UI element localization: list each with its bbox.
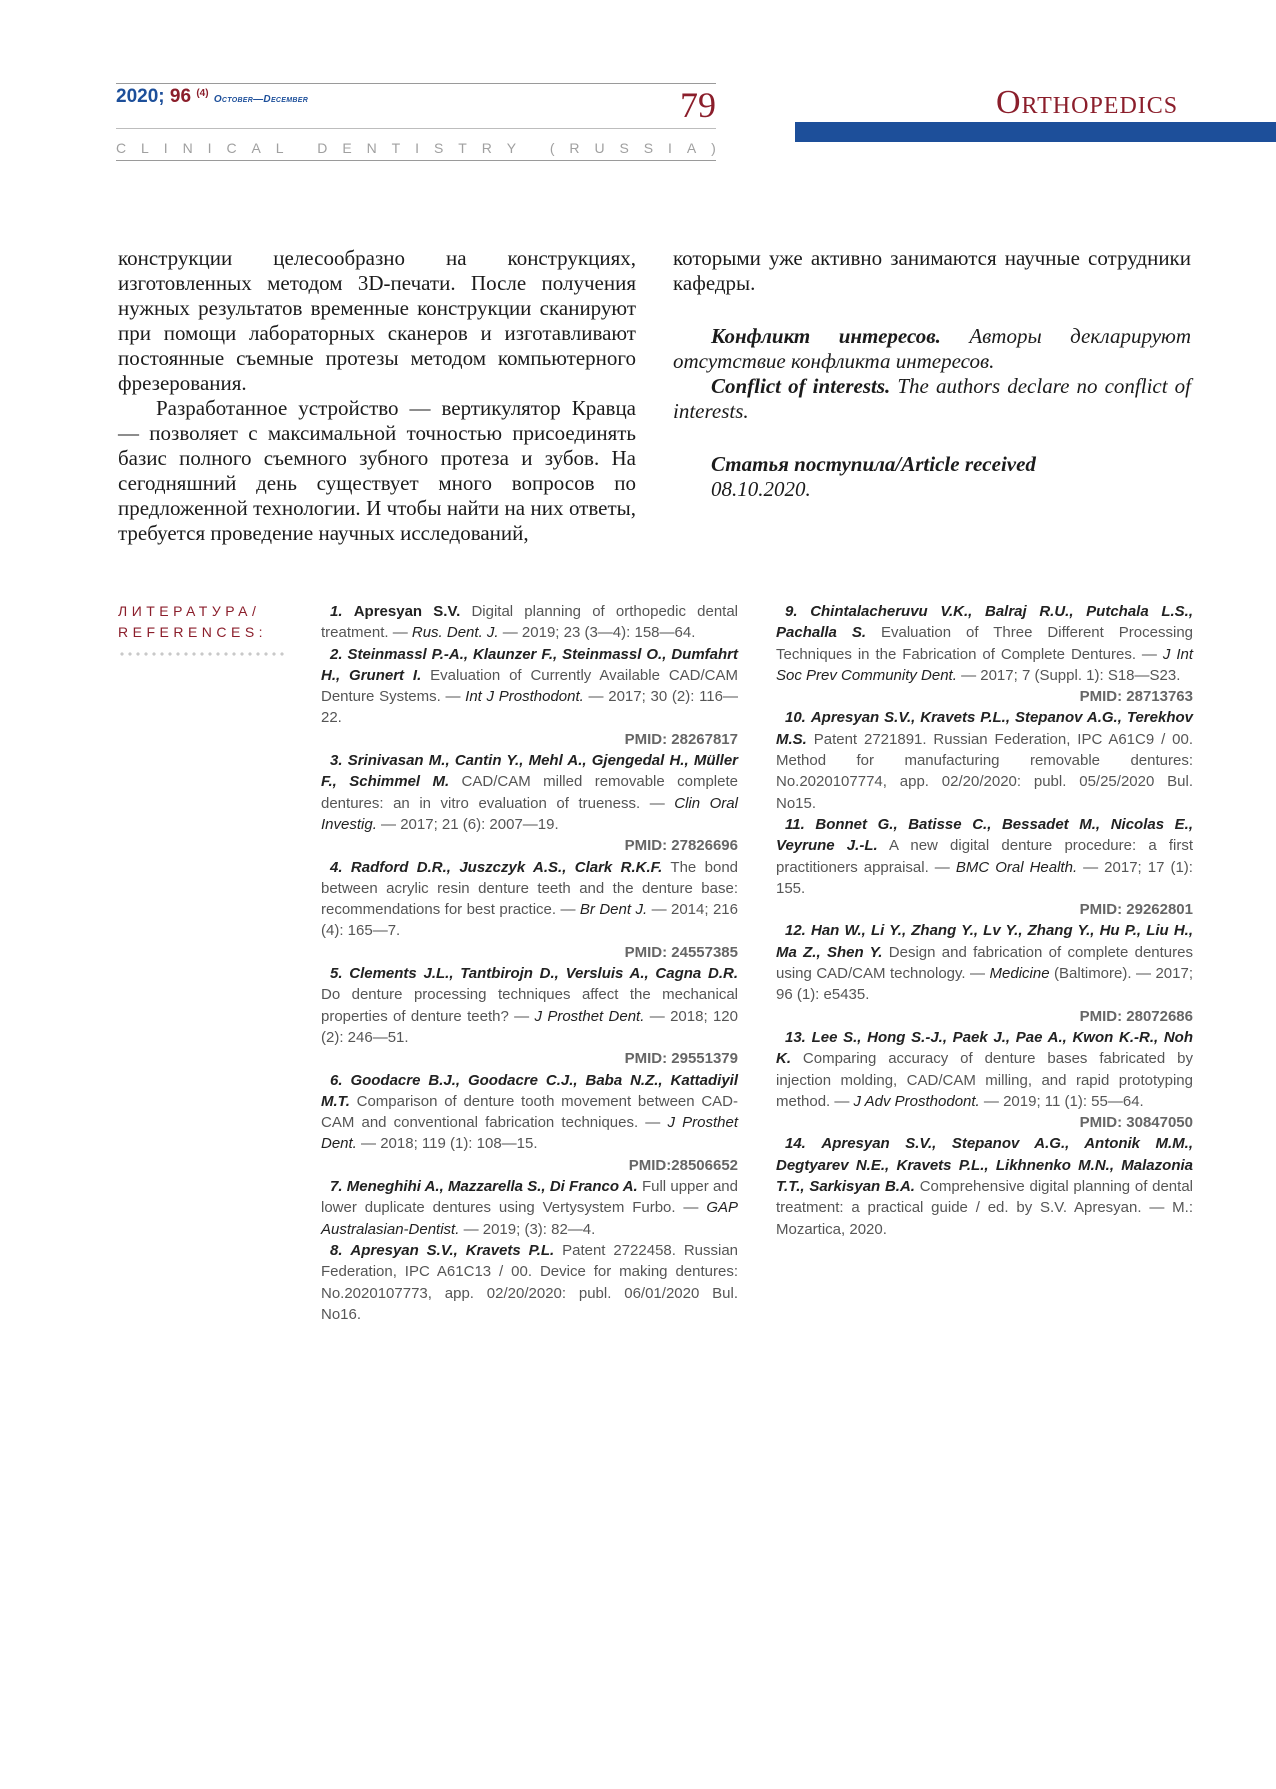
reference-item: [321, 644, 738, 750]
journal-letter: R: [481, 140, 492, 156]
reference-item: [776, 1027, 1193, 1133]
reference-tail: — 2019; 23 (3—4): 158—64.: [498, 624, 696, 642]
reference-number: 13.: [785, 1028, 806, 1046]
issue-months: October—December: [213, 94, 309, 105]
journal-letter: T: [391, 140, 401, 156]
references-label-ru: ЛИТЕРАТУРА/: [118, 603, 261, 619]
reference-text: Comparing accuracy of denture bases fabricated by injection molding, CAD/CAM milling, and rapid prototyping method. —: [776, 1050, 1193, 1110]
reference-text: CAD/CAM milled removable complete dentures: an in vitro evaluation of trueness. —: [321, 773, 738, 812]
journal-letter: N: [182, 140, 193, 156]
reference-journal: GAP Australasian-Dentist.: [321, 1199, 738, 1238]
journal-letter: S: [643, 140, 654, 156]
reference-text: A new digital denture procedure: a first practitioners appraisal. —: [776, 837, 1194, 876]
conflict-ru: [673, 324, 1191, 374]
reference-text: Evaluation of Three Different Processing Techniques in the Fabrication of Complete Dentures. —: [776, 624, 1193, 663]
reference-tail: — 2018; 119 (1): 108—15.: [356, 1135, 538, 1153]
spacer: [673, 296, 1191, 324]
references-label: [118, 601, 267, 643]
reference-authors: Apresyan S.V., Kravets P.L.: [350, 1241, 555, 1259]
received-label-line: [673, 452, 1191, 477]
journal-letter: S: [433, 140, 444, 156]
reference-number: 2.: [330, 645, 343, 663]
body-paragraph: которыми уже активно занимаются научные сотрудники кафедры.: [673, 246, 1191, 295]
reference-number: 8.: [330, 1241, 343, 1259]
reference-text: Patent 2721891. Russian Federation, IPC A61C9 / 00. Method for manufacturing removable dentures: No.2020107774, app. 02/20/2020: publ. 05/25/2020 Bul. No15.: [776, 730, 1193, 812]
reference-tail: — 2017; 30 (2): 116—22.: [321, 688, 738, 727]
section-title: Orthopedics: [996, 84, 1179, 121]
reference-authors: Steinmassl P.-A., Klaunzer F., Steinmassl O., Dumfahrt H., Grunert I.: [321, 645, 738, 684]
section-color-bar: [795, 122, 1276, 142]
reference-journal: J Adv Prosthodont.: [853, 1092, 980, 1110]
journal-letter: ): [711, 140, 716, 156]
references-column-right: [776, 601, 1193, 1240]
reference-number: 5.: [330, 965, 343, 983]
conflict-ru-text: Авторы декларируют отсутствие конфликта интересов.: [673, 324, 1191, 373]
journal-name: [116, 140, 716, 156]
reference-authors: Goodacre B.J., Goodacre C.J., Baba N.Z., Kattadiyil M.T.: [321, 1071, 739, 1110]
reference-pmid: PMID: 28267817: [624, 730, 738, 748]
reference-authors: Chintalacheruvu V.K., Balraj R.U., Putchala L.S., Pachalla S.: [776, 603, 1194, 642]
journal-letter: N: [366, 140, 377, 156]
references-column-left: [321, 601, 738, 1325]
reference-number: 10.: [785, 709, 806, 727]
reference-tail: — 2017; 7 (Suppl. 1): S18—S23.: [956, 666, 1181, 684]
reference-item: [776, 1133, 1193, 1239]
references-label-en: REFERENCES:: [118, 624, 268, 640]
reference-tail: — 2019; 11 (1): 55—64.: [979, 1092, 1144, 1110]
reference-journal: J Prosthet Dent.: [534, 1007, 645, 1025]
reference-authors: Lee S., Hong S.-J., Paek J., Pae A., Kwon K.-R., Noh K.: [776, 1028, 1193, 1068]
reference-tail: (Baltimore). — 2017; 96 (1): e5435.: [776, 965, 1193, 1004]
reference-journal: Rus. Dent. J.: [411, 624, 499, 642]
reference-tail: — 2018; 120 (2): 246—51.: [321, 1007, 738, 1046]
reference-text: Comprehensive digital planning of dental treatment: a practical guide / ed. by S.V. Apresyan. — M.: Mozartica, 2020.: [776, 1178, 1193, 1238]
reference-item: [321, 1176, 738, 1240]
reference-pmid: PMID: 29262801: [1079, 901, 1193, 919]
journal-letter: U: [594, 140, 605, 156]
journal-letter: I: [207, 140, 212, 156]
reference-item: [776, 814, 1193, 920]
reference-text: Full upper and lower duplicate dentures using Vertysystem Furbo. —: [321, 1178, 738, 1217]
reference-authors: Han W., Li Y., Zhang Y., Lv Y., Zhang Y., Hu P., Liu H., Ma Z., Shen Y.: [776, 922, 1194, 961]
journal-letter: R: [569, 140, 580, 156]
reference-item: [776, 920, 1193, 1026]
issue-number: (4): [196, 88, 209, 99]
journal-letter: Y: [506, 140, 517, 156]
reference-number: 12.: [785, 922, 806, 940]
reference-journal: J Int Soc Prev Community Dent.: [776, 645, 1193, 684]
journal-letter: [298, 140, 302, 156]
journal-letter: C: [116, 140, 127, 156]
reference-pmid: PMID: 24557385: [624, 943, 738, 961]
issue-year: 2020;: [116, 86, 165, 107]
header-top-rule: [116, 83, 716, 84]
journal-letter: I: [163, 140, 168, 156]
reference-number: 14.: [785, 1135, 806, 1153]
reference-journal: Br Dent J.: [579, 901, 648, 919]
reference-journal: Medicine: [989, 965, 1050, 983]
journal-letter: D: [317, 140, 328, 156]
reference-item: [321, 857, 738, 963]
journal-letter: T: [458, 140, 467, 156]
journal-letter: (: [549, 140, 555, 156]
journal-letter: C: [226, 140, 237, 156]
reference-text: Digital planning of orthopedic dental treatment. —: [321, 603, 739, 642]
journal-letter: S: [619, 140, 629, 156]
reference-journal: BMC Oral Health.: [955, 858, 1078, 876]
reference-number: 7.: [330, 1178, 343, 1196]
reference-pmid: PMID: 30847050: [1079, 1114, 1193, 1132]
reference-authors: Radford D.R., Juszczyk A.S., Clark R.K.F.: [350, 858, 663, 876]
reference-text: Design and fabrication of complete dentures using CAD/CAM technology. —: [776, 943, 1193, 983]
body-column-left: [118, 246, 636, 546]
conflict-en-text: The authors declare no conflict of interests.: [673, 374, 1192, 423]
reference-tail: — 2017; 17 (1): 155.: [776, 858, 1193, 897]
issue-info: [116, 86, 308, 108]
reference-authors: Apresyan S.V., Kravets P.L., Stepanov A.G., Terekhov M.S.: [776, 709, 1193, 748]
reference-authors: Meneghihi A., Mazzarella S., Di Franco A.: [346, 1178, 638, 1196]
reference-pmid: PMID: 28713763: [1079, 688, 1193, 706]
reference-tail: — 2014; 216 (4): 165—7.: [321, 901, 738, 940]
reference-item: [776, 707, 1193, 813]
header-mid-rule: [116, 128, 716, 129]
reference-number: 9.: [785, 603, 798, 620]
received-date-line: [673, 477, 1191, 502]
conflict-en: [673, 374, 1191, 424]
reference-tail: — 2017; 21 (6): 2007—19.: [376, 815, 559, 833]
reference-item: [321, 750, 738, 856]
page-number: 79: [680, 85, 716, 125]
reference-item: [321, 1240, 738, 1325]
reference-number: 11.: [785, 815, 805, 833]
journal-letter: A: [251, 140, 261, 156]
reference-text: Patent 2722458. Russian Federation, IPC A61C13 / 00. Device for making dentures: No.2020107773, app. 02/20/2020: publ. 06/01/2020 Bul. No16.: [321, 1241, 739, 1323]
reference-journal: J Prosthet Dent.: [321, 1114, 738, 1153]
issue-volume: 96: [169, 86, 192, 107]
reference-item: [321, 1070, 738, 1176]
reference-pmid: PMID: 28072686: [1079, 1007, 1193, 1025]
reference-authors: Apresyan S.V., Stepanov A.G., Antonik M.M., Degtyarev N.E., Kravets P.L., Likhnenko M.N., Malazonia T.T., Sarkisyan B.A.: [776, 1135, 1194, 1196]
reference-number: 4.: [330, 858, 343, 876]
reference-item: [776, 601, 1193, 707]
journal-letter: L: [275, 140, 284, 156]
journal-letter: [531, 140, 535, 156]
reference-authors: Srinivasan M., Cantin Y., Mehl A., Gjengedal H., Müller F., Schimmel M.: [321, 752, 738, 791]
reference-pmid: PMID: 29551379: [624, 1050, 738, 1068]
journal-letter: E: [342, 140, 352, 156]
body-paragraph: конструкции целесообразно на конструкциях, изготовленных методом 3D-печати. После получения нужных результатов временные конструкции сканируют при помощи лабораторных сканеров и изготавливают постоянные съемные протезы методом компьютерного фрезерования.: [118, 246, 636, 395]
reference-pmid: PMID:28506652: [628, 1156, 738, 1174]
conflict-ru-label: Конфликт интересов.: [711, 324, 941, 348]
journal-letter: A: [686, 140, 697, 156]
reference-number: 6.: [330, 1071, 343, 1089]
reference-journal: Int J Prosthodont.: [465, 688, 584, 706]
reference-text: Comparison of denture tooth movement between CAD-CAM and conventional fabrication techniques. —: [321, 1092, 738, 1132]
references-dotted-rule: [118, 651, 286, 657]
received-date: 08.10.2020.: [711, 477, 811, 501]
reference-authors: Clements J.L., Tantbirojn D., Versluis A., Cagna D.R.: [349, 965, 738, 983]
header-bottom-rule: [116, 160, 716, 161]
reference-item: [321, 963, 738, 1069]
reference-journal: Clin Oral Investig.: [321, 794, 738, 833]
conflict-en-label: Conflict of interests.: [711, 374, 891, 398]
reference-text: Evaluation of Currently Available CAD/CAM Denture Systems. —: [321, 666, 738, 706]
reference-authors: Apresyan S.V.: [353, 603, 461, 620]
reference-authors: Bonnet G., Batisse C., Bessadet M., Nicolas E., Veyrune J.-L.: [776, 815, 1194, 855]
reference-text: Do denture processing techniques affect the mechanical properties of denture teeth? —: [321, 986, 738, 1025]
journal-letter: L: [141, 140, 149, 156]
reference-text: The bond between acrylic resin denture teeth and the denture base: recommendations for best practice. —: [321, 858, 739, 919]
reference-number: 3.: [330, 752, 343, 770]
body-column-right: [673, 246, 1191, 502]
journal-letter: I: [668, 140, 672, 156]
received-label: Статья поступила/Article received: [711, 452, 1036, 476]
journal-letter: I: [415, 140, 420, 156]
reference-item: [321, 601, 738, 644]
reference-tail: — 2019; (3): 82—4.: [459, 1220, 596, 1238]
reference-number: 1.: [330, 603, 343, 620]
body-paragraph: Разработанное устройство — вертикулятор Кравца — позволяет с максимальной точностью присоединять базис полного съемного зубного протеза и зубов. На сегодняшний день существует много вопросов по предложенной технологии. И чтобы найти на них ответы, требуется проведение научных исследований,: [118, 396, 636, 545]
reference-pmid: PMID: 27826696: [624, 837, 738, 855]
spacer: [673, 424, 1191, 452]
